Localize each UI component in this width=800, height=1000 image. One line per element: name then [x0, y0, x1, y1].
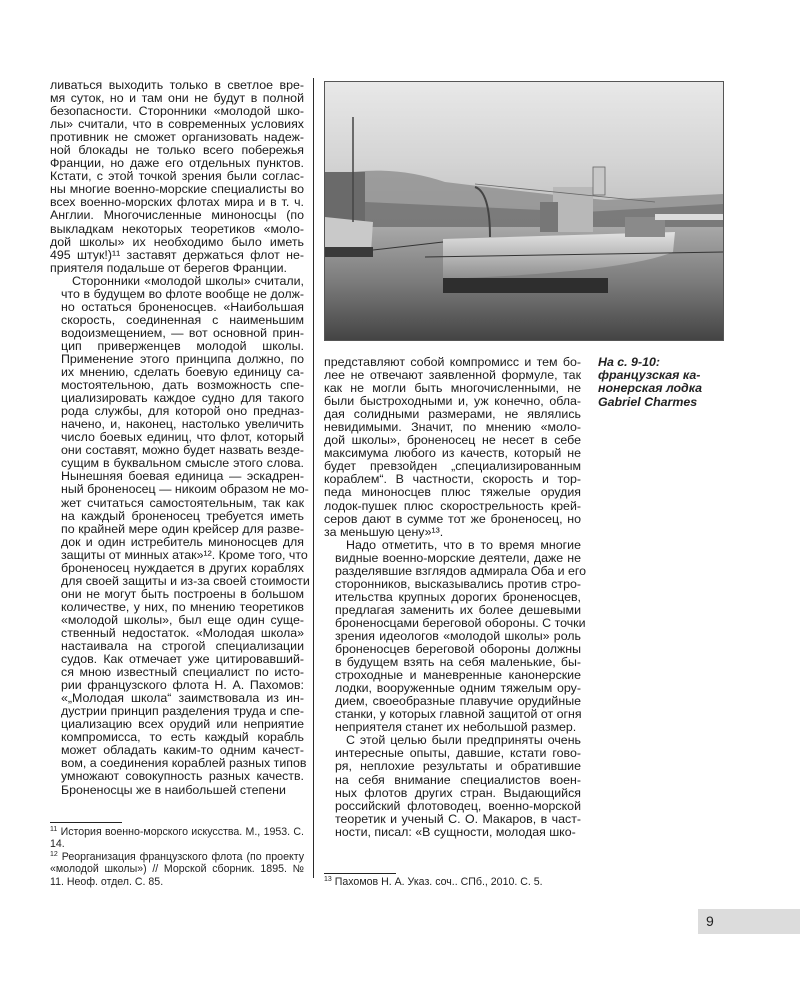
gunboat-photo: [324, 81, 724, 341]
text-line: водоизмещением, — вот основной прин-: [61, 325, 304, 340]
footnote-text: Пахомов Н. А. Указ. соч.. СПб., 2010. С. 5.: [334, 876, 543, 888]
text-line: дая солидными размерами, не являлись: [324, 407, 581, 422]
paragraph: [324, 537, 587, 735]
text-line: приятеля подальше от берегов Франции.: [50, 260, 287, 275]
text-line: ный броненосец — никоим образом не мо-: [61, 482, 309, 497]
text-line: док и один истребитель миноносцев для: [61, 534, 304, 549]
text-line: будет превзойден „специализированным: [324, 459, 581, 474]
text-line: всех военно-морских флотах мира и в т. ч.: [50, 195, 304, 210]
text-line: максимума любого из качеств, который не: [324, 446, 581, 461]
figure-caption: [598, 356, 758, 409]
footnote-rule-middle: [324, 873, 396, 874]
text-line: безопасности. Сторонники «молодой шко-: [50, 104, 304, 119]
text-line: строходные и маневренные канонерские: [335, 668, 581, 683]
text-line: Франции, но даже его отдельных пунктов.: [50, 156, 304, 171]
paragraph: [324, 356, 581, 539]
text-line: невидимыми. Значит, по мнению «моло-: [324, 420, 581, 435]
footnote-number: 12: [50, 850, 58, 858]
footnote: [50, 826, 304, 851]
text-line: российский флотоводец, военно-морской: [335, 798, 581, 813]
text-line: 495 штук!)¹¹ заставят держаться флот не-: [50, 247, 304, 262]
footnotes-middle: [324, 876, 581, 888]
text-line: ности, писал: «В сущности, молодая шко-: [335, 824, 576, 839]
text-line: «„Молодая школа“ заимствовала из ин-: [61, 691, 304, 706]
text-line: станки, у которых главной защитой от огня: [335, 707, 582, 722]
caption-line: На с. 9-10:: [598, 355, 660, 369]
text-line: ливаться выходить только в светлое вре-: [50, 78, 304, 92]
text-line: они не могут быть построены в большом: [61, 586, 304, 601]
text-line: интересные опыты, давшие, кстати гово-: [335, 746, 581, 761]
text-line: за меньшую цену»¹³.: [324, 524, 444, 539]
paragraph: [324, 734, 581, 838]
text-line: как не могли быть многочисленными, не: [324, 381, 581, 396]
text-line: представляют собой компромисс и тем бо-: [324, 355, 581, 369]
footnote: [50, 851, 304, 888]
text-line: жет считаться самостоятельным, так как: [61, 495, 304, 510]
text-line: серов дают в сумме тот же броненосец, но: [324, 511, 581, 526]
text-line: они составят, можно будет назвать везде-: [61, 443, 304, 458]
text-line: дустрии принцип разделения труда и спе-: [61, 704, 304, 719]
text-line: Броненосцы же в наибольшей степени: [61, 782, 286, 797]
text-line: мя суток, но и там они не будут в полной: [50, 91, 304, 106]
text-line: защиты от минных атак»¹². Кроме того, что: [61, 547, 308, 562]
text-line: броненосцами береговой обороны. С точки: [335, 615, 586, 630]
text-line: ной блокады не только всего побережья: [50, 143, 304, 158]
text-line: что в будущем во флоте вообще не долж-: [61, 286, 304, 301]
text-line: видные военно-морские деятели, даже не: [335, 550, 581, 565]
text-line: число боевых единиц, что флот, который: [61, 430, 304, 445]
text-line: лы» считали, что в современных условиях: [50, 117, 304, 132]
paragraph: [50, 273, 310, 797]
gunboat-photo-drawing: [325, 82, 723, 340]
text-line: ительства крупных дорогих броненосцев,: [335, 589, 581, 604]
text-line: Кстати, с этой точкой зрения были соглас-: [50, 169, 304, 184]
text-line: цип приверженцев молодой школы.: [61, 338, 304, 353]
text-line: С этой целью были предприняты очень: [346, 733, 581, 748]
footnote: [324, 876, 581, 888]
text-line: количестве, у них, по мнению теоретиков: [61, 599, 304, 614]
text-line: дием, своеобразные плавучие орудийные: [335, 694, 581, 709]
caption-line: Gabriel Charmes: [598, 394, 698, 409]
text-line: настаивала на строгой специализации: [61, 639, 304, 654]
text-line: теоретик и ученый С. О. Макаров, в част-: [335, 811, 581, 826]
text-line: кораблем“. В частности, скорость и тор-: [324, 472, 581, 487]
text-line: разделявшие взглядов адмирала Оба и его: [335, 563, 587, 578]
paragraph: [50, 79, 304, 275]
footnote-text: Реорганизация французского флота (по проекту «молодой школы») // Морской сборник. 1895. № 11. Неоф. отдел. С. 85.: [50, 850, 304, 888]
text-line: ся мною известный специалист по исто-: [61, 665, 304, 680]
text-line: на себя внимание специалистов воен-: [335, 772, 581, 787]
text-line: вом, а соединения кораблей разных типов: [61, 756, 307, 771]
column-divider: [313, 78, 314, 878]
text-line: лодок-пушек плюс скорострельность крей-: [324, 498, 581, 513]
text-line: в будущем взять на себя маленькие, бы-: [335, 655, 581, 670]
text-line: ны многие военно-морские специалисты во: [50, 182, 304, 197]
text-line: Сторонники «молодой школы» считали,: [72, 273, 304, 288]
text-line: по крайней мере один крейсер для разве-: [61, 521, 304, 536]
middle-text-column: [324, 355, 587, 839]
caption-line: нонерская лодка: [598, 381, 703, 396]
page-number: 9: [706, 913, 714, 929]
text-line: ря, неплохие результаты и обратившие: [335, 759, 581, 774]
text-line: Применение этого принципа должно, по: [61, 351, 304, 366]
text-line: лодки, вооруженные одним тяжелым ору-: [335, 681, 581, 696]
text-line: педа миноносцев плюс тяжелые орудия: [324, 485, 581, 500]
text-line: мостоятельною, дать возможность спе-: [61, 378, 304, 393]
text-line: ственный недостаток. «Молодая школа»: [61, 625, 304, 640]
text-line: предлагая заменить их более дешевыми: [335, 602, 581, 617]
text-line: сущим в буквальном смысле этого слова.: [61, 456, 304, 471]
text-line: компромисса, то есть каждый корабль: [61, 730, 304, 745]
footnote-number: 11: [50, 826, 58, 833]
text-line: циализировать каждое судно для такого: [61, 391, 304, 406]
text-line: дой школы», броненосец не несет в себе: [324, 433, 581, 448]
text-line: противник не сможет организовать надеж-: [50, 130, 304, 145]
text-line: на каждый броненосец требуется иметь: [61, 508, 304, 523]
footnote-number: 13: [324, 876, 332, 883]
text-line: начено, и, наконец, настолько увеличить: [61, 417, 304, 432]
text-line: Надо отметить, что в то время многие: [346, 537, 581, 552]
text-line: броненосец нуждается в других кораблях: [61, 560, 304, 575]
text-line: неприятеля станет их небольшой размер.: [335, 720, 577, 735]
text-line: выкладкам некоторых теоретиков «моло-: [50, 221, 304, 236]
text-line: были быстроходными и, уж конечно, обла-: [324, 394, 581, 409]
text-line: для своей защиты и из-за своей стоимости: [61, 573, 310, 588]
text-line: умножают совокупность разных качеств.: [61, 769, 304, 784]
text-line: ных флотов других стран. Выдающийся: [335, 785, 581, 800]
text-line: «молодой школы», был еще один суще-: [61, 612, 304, 627]
distant-pier: [655, 214, 723, 220]
text-line: но остаться броненосцев. «Наибольшая: [61, 299, 304, 314]
text-line: судов. Как отмечает уже цитировавший-: [61, 652, 304, 667]
text-line: дой школы» их необходимо было иметь: [50, 234, 304, 249]
text-line: лее не отвечают заявленной формуле, так: [324, 368, 581, 383]
caption-line: французская ка-: [598, 368, 701, 383]
footnotes-left: [50, 826, 304, 888]
text-line: зрения идеологов «молодой школы» роль: [335, 628, 581, 643]
text-line: их мнению, сделать боевую единицу са-: [61, 365, 304, 380]
footnote-rule-left: [50, 822, 122, 823]
text-line: Англии. Многочисленные миноносцы (по: [50, 208, 304, 223]
text-line: сторонников, высказывались против стро-: [335, 576, 581, 591]
left-text-column: [50, 78, 310, 797]
text-line: броненосцев береговой обороны должны: [335, 642, 581, 657]
footnote-text: История военно-морского искусства. М., 1953. С. 14.: [50, 826, 304, 851]
text-line: циализацию всех орудий или неприятие: [61, 717, 304, 732]
text-line: скорость, соединенная с наименьшим: [61, 312, 304, 327]
text-line: рии французского флота Н. А. Пахомов:: [61, 678, 304, 693]
text-line: Нынешняя боевая единица — эскадрен-: [61, 469, 304, 484]
text-line: может обладать каким-то одним качест-: [61, 743, 304, 758]
text-line: рода службы, для которой оно предназ-: [61, 404, 304, 419]
page-number-box: [698, 909, 800, 934]
